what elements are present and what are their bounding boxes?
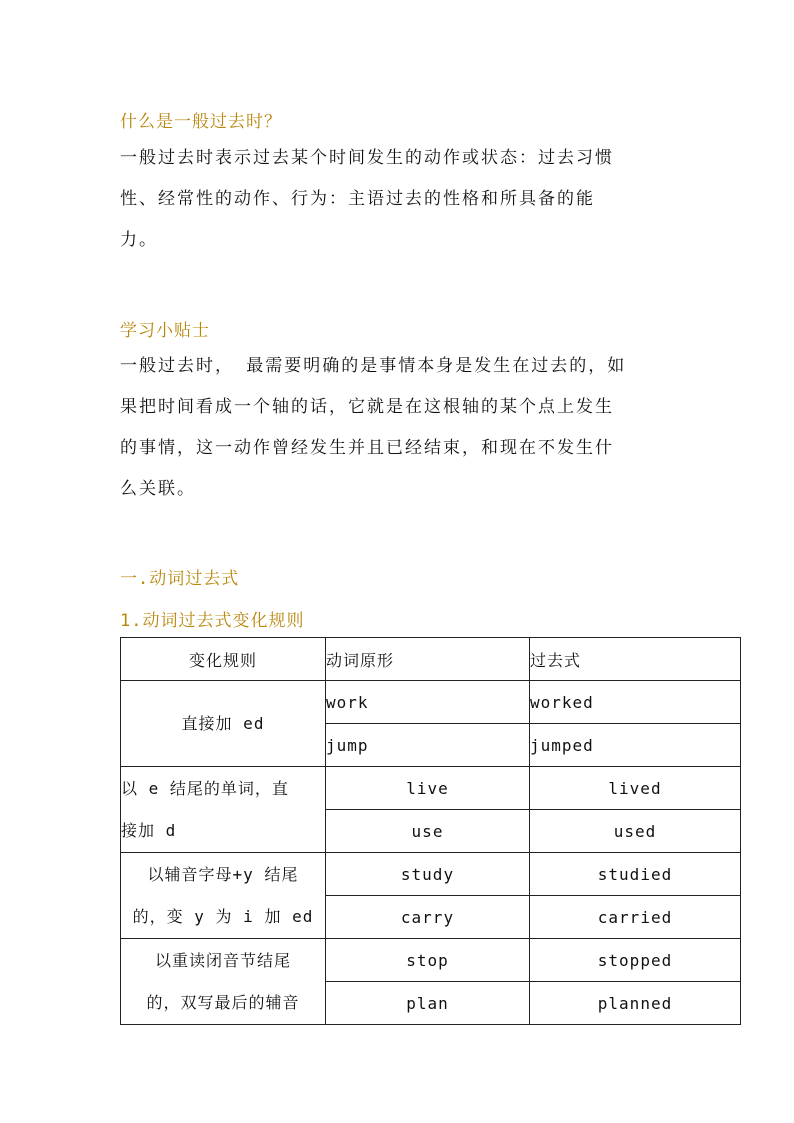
base-form-cell: study — [326, 853, 530, 896]
table-row — [121, 681, 741, 724]
base-form-cell: carry — [326, 896, 530, 939]
past-form-cell: carried — [530, 896, 741, 939]
past-form-cell: stopped — [530, 939, 741, 982]
heading-sub-one: 1.动词过去式变化规则 — [120, 611, 305, 631]
text-line: 一般过去时表示过去某个时间发生的动作或状态：过去习惯 — [120, 148, 614, 168]
base-form-cell: use — [326, 810, 530, 853]
header-past-form: 过去式 — [530, 638, 741, 681]
heading-what-is-past-tense: 什么是一般过去时？ — [120, 112, 282, 132]
text-line: 的事情，这一动作曾经发生并且已经结束，和现在不发生什 — [120, 438, 614, 458]
heading-study-tips: 学习小贴士 — [120, 321, 210, 341]
base-form-cell: work — [326, 681, 530, 724]
past-form-cell: jumped — [530, 724, 741, 767]
text-line: 一般过去时， 最需要明确的是事情本身是发生在过去的，如 — [120, 356, 627, 376]
table-row — [121, 853, 741, 896]
text-line: 性、经常性的动作、行为：主语过去的性格和所具备的能 — [120, 189, 595, 209]
rule-cell: 以辅音字母+y 结尾 的，变 y 为 i 加 ed — [121, 853, 326, 939]
text-line: 果把时间看成一个轴的话，它就是在这根轴的某个点上发生 — [120, 397, 614, 417]
base-form-cell: stop — [326, 939, 530, 982]
heading-part-one: 一.动词过去式 — [120, 569, 240, 589]
base-form-cell: live — [326, 767, 530, 810]
header-base-form: 动词原形 — [326, 638, 530, 681]
past-form-cell: planned — [530, 982, 741, 1025]
text-line: 力。 — [120, 230, 158, 250]
past-form-cell: used — [530, 810, 741, 853]
rule-cell: 以 e 结尾的单词，直 接加 d — [121, 767, 326, 853]
base-form-cell: jump — [326, 724, 530, 767]
past-form-cell: worked — [530, 681, 741, 724]
table-row — [121, 939, 741, 982]
table-row — [121, 767, 741, 810]
base-form-cell: plan — [326, 982, 530, 1025]
paragraph-tips — [120, 346, 680, 510]
rule-cell: 以重读闭音节结尾 的，双写最后的辅音 — [121, 939, 326, 1025]
text-line: 么关联。 — [120, 479, 196, 499]
paragraph-definition — [120, 138, 680, 261]
header-rule: 变化规则 — [121, 638, 326, 681]
past-tense-rules-table — [120, 637, 741, 1025]
past-form-cell: lived — [530, 767, 741, 810]
past-form-cell: studied — [530, 853, 741, 896]
rule-cell: 直接加 ed — [121, 681, 326, 767]
table-header-row — [121, 638, 741, 681]
